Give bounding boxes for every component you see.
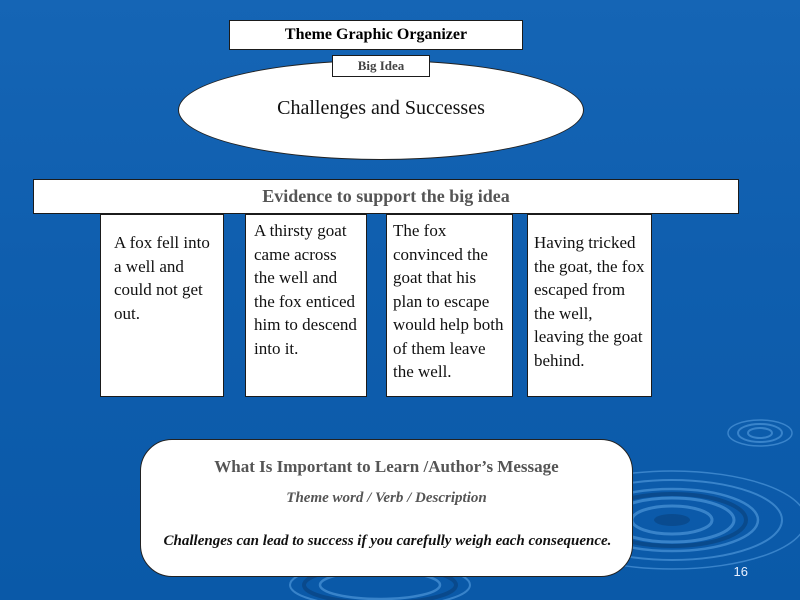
authors-message-text: Challenges can lead to success if you carefully weigh each consequence.	[163, 533, 612, 549]
evidence-card-1: A fox fell into a well and could not get out.	[100, 214, 224, 397]
organizer-title: Theme Graphic Organizer	[229, 20, 523, 50]
page-number: 16	[733, 564, 748, 579]
authors-message-subheading: Theme word / Verb / Description	[286, 490, 487, 506]
big-idea-text: Challenges and Successes	[277, 96, 485, 119]
evidence-card-2: A thirsty goat came across the well and the fox enticed him to descend into it.	[245, 214, 367, 397]
evidence-card-3: The fox convinced the goat that his plan to escape would help both of them leave the well.	[386, 214, 513, 397]
authors-message-box	[140, 439, 633, 577]
authors-message-heading: What Is Important to Learn /Author’s Message	[214, 457, 559, 476]
evidence-heading: Evidence to support the big idea	[33, 179, 739, 214]
evidence-card-4: Having tricked the goat, the fox escaped from the well, leaving the goat behind.	[527, 214, 652, 397]
big-idea-label: Big Idea	[332, 55, 430, 77]
